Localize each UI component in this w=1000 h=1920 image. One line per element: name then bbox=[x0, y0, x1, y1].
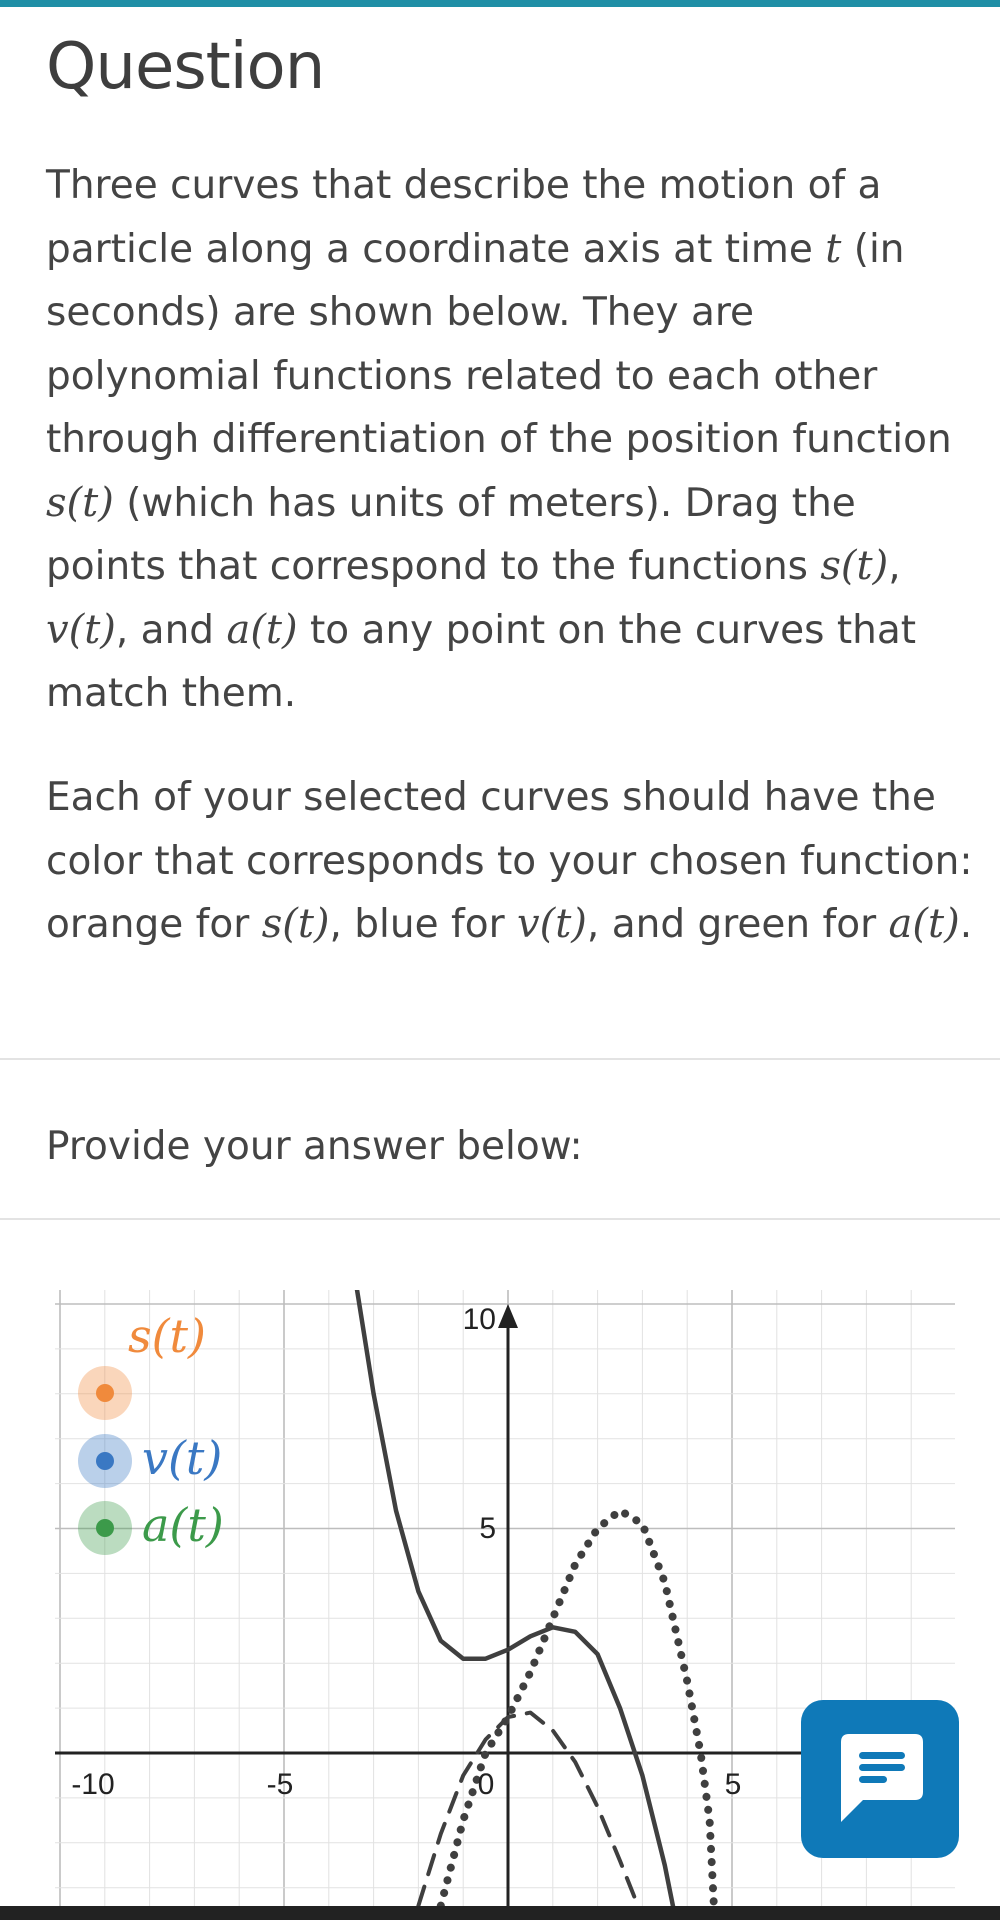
page-title: Question bbox=[46, 30, 325, 104]
answer-prompt: Provide your answer below: bbox=[46, 1124, 583, 1169]
tick-label-x-0: 0 bbox=[477, 1768, 495, 1801]
graph-curves bbox=[356, 1290, 714, 1910]
legend-label-s: s(t) bbox=[128, 1309, 206, 1363]
s-drag-point-center[interactable] bbox=[96, 1384, 114, 1402]
section-divider bbox=[0, 1058, 1000, 1060]
top-accent-bar bbox=[0, 0, 1000, 7]
tick-label-x-5: 5 bbox=[724, 1768, 742, 1801]
question-paragraph-1: Three curves that describe the motion of a particle along a coordinate axis at time t (in seconds) are shown below. They are polynomial functions related to each other through differentiation of the position function s(t) (which has units of meters). Drag the points that correspond to the functions s(t), v(t), and a(t) to any point on the curves that match them. bbox=[46, 163, 952, 716]
chat-button[interactable] bbox=[801, 1700, 959, 1858]
chat-bubble-icon bbox=[801, 1700, 959, 1858]
bottom-bar bbox=[0, 1906, 1000, 1920]
tick-label-x-neg5: -5 bbox=[266, 1768, 294, 1801]
curve-dotted[interactable] bbox=[441, 1511, 714, 1911]
legend-label-v: v(t) bbox=[142, 1431, 223, 1485]
legend-label-a: a(t) bbox=[142, 1498, 224, 1552]
v-drag-point-center[interactable] bbox=[96, 1452, 114, 1470]
curve-solid[interactable] bbox=[356, 1290, 674, 1910]
question-paragraph-2: Each of your selected curves should have the color that corresponds to your chosen function: orange for s(t), blue for v(t), and green for a(t). bbox=[46, 775, 973, 947]
y-axis-arrow bbox=[498, 1304, 518, 1328]
tick-label-x-neg10: -10 bbox=[71, 1768, 115, 1801]
tick-label-y-5: 5 bbox=[479, 1512, 496, 1545]
tick-label-y-10: 10 bbox=[462, 1303, 496, 1336]
curve-dashed[interactable] bbox=[418, 1713, 638, 1906]
a-drag-point-center[interactable] bbox=[96, 1519, 114, 1537]
function-legend bbox=[78, 1309, 224, 1555]
section-divider bbox=[0, 1218, 1000, 1220]
